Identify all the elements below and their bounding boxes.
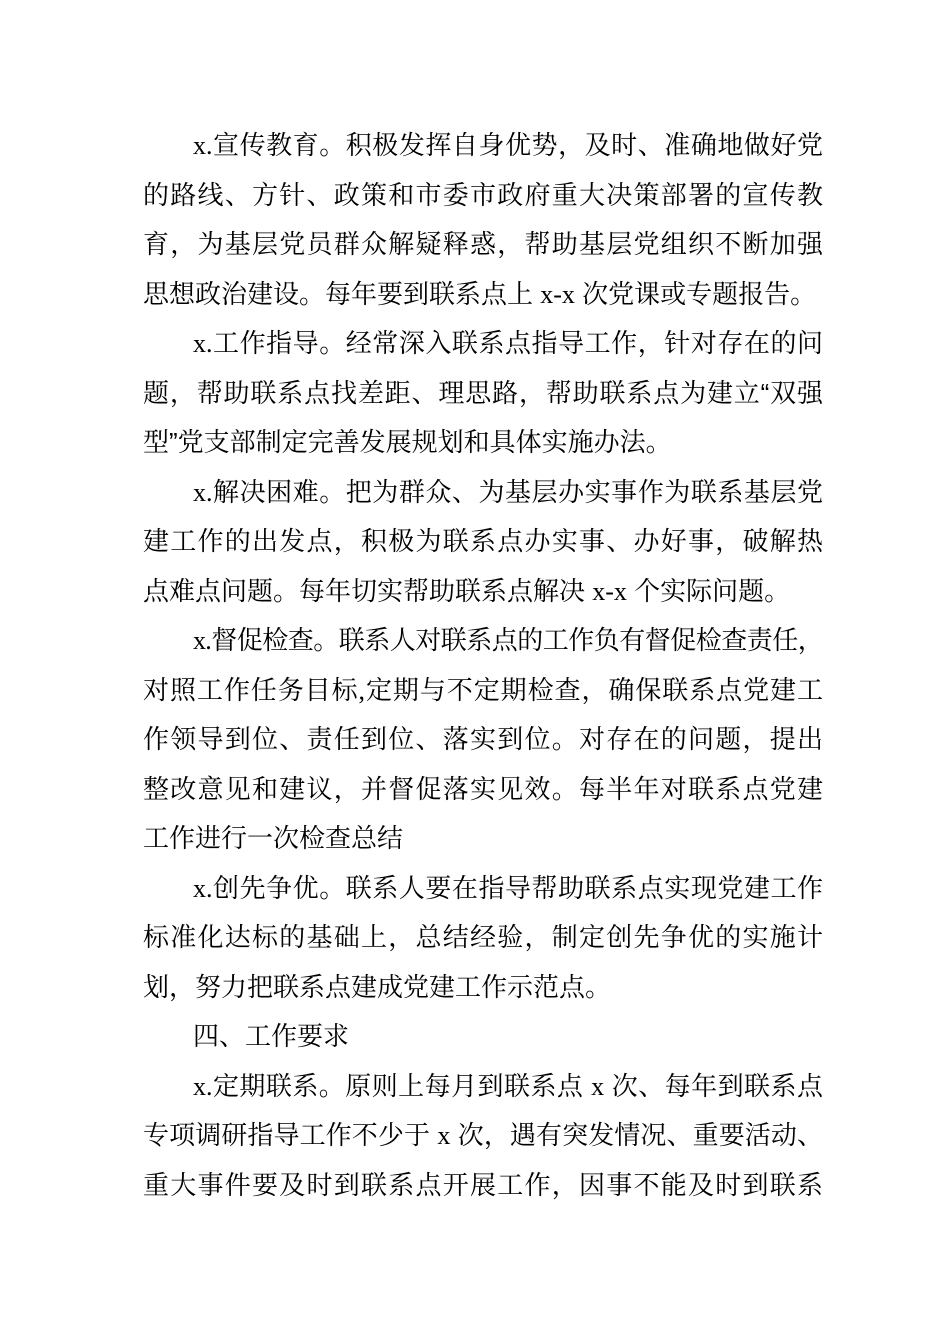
paragraph-solving-difficulties [143,468,823,617]
document-text [143,121,823,1210]
latin-text: x-x [540,279,575,309]
paragraph-regular-contact [143,1062,823,1211]
heading-line: 四、工作要求 [193,1021,350,1051]
text-line: 思想政治建设。每年要到联系点上 x-x 次党课或专题报告。 [143,278,817,309]
paragraph-work-guidance [143,319,823,468]
text-line: x.解决困难。把为群众、为基层办实事作为联系基层党 [193,476,823,507]
latin-text: x [437,1121,451,1150]
latin-text: x. [193,1071,213,1101]
text-line: x.宣传教育。积极发挥自身优势，及时、准确地做好党 [193,130,823,160]
text-line: x.工作指导。经常深入联系点指导工作，针对存在的问 [193,328,823,358]
text-line: 划，努力把联系点建成党建工作示范点。 [143,971,612,1002]
text-line: 的路线、方针、政策和市委市政府重大决策部署的宣传教 [143,179,823,210]
latin-text: , [358,675,366,705]
paragraph-striving-for-excellence [143,864,823,1013]
text-line: x.创先争优。联系人要在指导帮助联系点实现党建工作 [193,872,823,903]
latin-text: x [591,1071,605,1101]
paragraph-propaganda-education [143,121,823,319]
text-line: 作领导到位、责任到位、落实到位。对存在的问题，提出 [143,724,823,754]
latin-text: x. [193,477,213,507]
text-line: 标准化达标的基础上，总结经验，制定创先争优的实施计 [143,922,823,952]
latin-text: x. [193,873,213,903]
latin-text: x. [193,131,213,160]
heading-work-requirements [143,1012,823,1062]
text-line: 重大事件要及时到联系点开展工作，因事不能及时到联系 [143,1169,823,1200]
text-line: 题，帮助联系点找差距、理思路，帮助联系点为建立“双强 [143,377,823,408]
text-line: 专项调研指导工作不少于 x 次，遇有突发情况、重要活动、 [143,1120,823,1150]
text-line: x.定期联系。原则上每月到联系点 x 次、每年到联系点 [193,1070,823,1101]
text-line: x.督促检查。联系人对联系点的工作负有督促检查责任， [193,625,823,655]
paragraph-supervision-inspection [143,616,823,864]
text-line: 对照工作任务目标,定期与不定期检查，确保联系点党建工 [143,674,823,705]
text-line: 育，为基层党员群众解疑释惑，帮助基层党组织不断加强 [143,229,823,259]
text-line: 工作进行一次检查总结 [143,823,404,853]
latin-text: x-x [592,576,627,606]
latin-text: x. [193,329,213,358]
latin-text: x. [193,626,211,655]
text-line: 点难点问题。每年切实帮助联系点解决 x-x 个实际问题。 [143,575,791,606]
text-line: 整改意见和建议，并督促落实见效。每半年对联系点党建 [143,773,823,804]
text-line: 型”党支部制定完善发展规划和具体实施办法。 [143,427,672,457]
text-line: 建工作的出发点，积极为联系点办实事、办好事，破解热 [143,526,823,556]
